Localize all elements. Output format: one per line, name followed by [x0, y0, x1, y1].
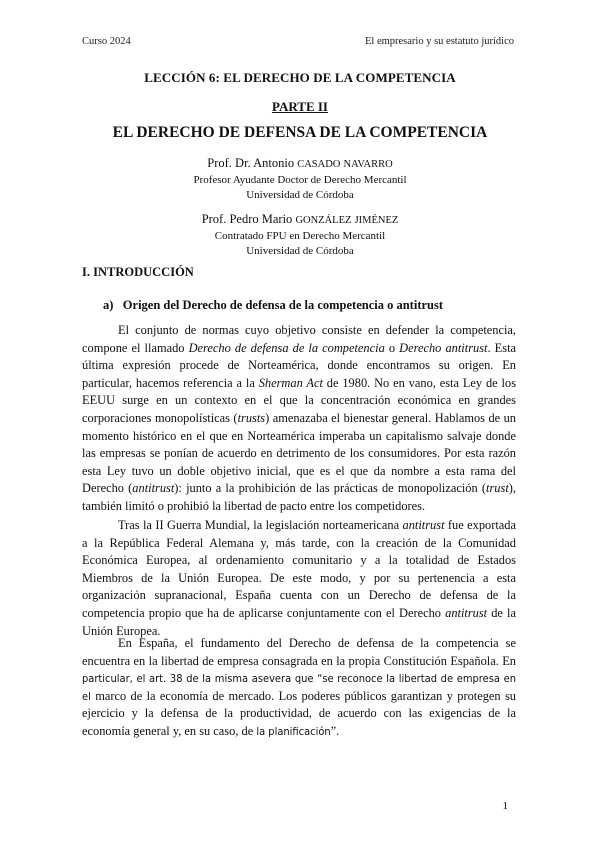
author2-name: Prof. Pedro Mario GONZÁLEZ JIMÉNEZ — [201, 212, 399, 226]
author1-role: Profesor Ayudante Doctor de Derecho Mercantil — [193, 174, 407, 186]
header-left: Curso 2024 — [82, 36, 131, 47]
main-title: EL DERECHO DE DEFENSA DE LA COMPETENCIA — [112, 124, 488, 141]
author1-name: Prof. Dr. Antonio CASADO NAVARRO — [207, 156, 393, 170]
page-number: 1 — [502, 800, 508, 812]
author2-institution: Universidad de Córdoba — [246, 245, 354, 257]
paragraph-2: Tras la II Guerra Mundial, la legislación norteamericana antitrust fue exportada a la República Federal Alemana y, más tarde, con la creación de la Comunidad Económica Europea, al ordenamiento comunitario y a la totalidad de Estados Miembros de la Unión Europea. De este modo, y por su pertenencia a esta organización supranacional, España cuenta con un Derecho de defensa de la competencia propio que ha de aplicarse conjuntamente con el Derecho antitrust de la Unión Europea. — [82, 518, 517, 638]
section-heading: I. INTRODUCCIÓN — [82, 265, 194, 279]
author1-institution: Universidad de Córdoba — [246, 189, 354, 201]
lesson-title: LECCIÓN 6: EL DERECHO DE LA COMPETENCIA — [144, 70, 456, 85]
subsection-heading: a) Origen del Derecho de defensa de la competencia o antitrust — [103, 298, 444, 312]
paragraph-1: El conjunto de normas cuyo objetivo consiste en defender la competencia, compone el llamado Derecho de defensa de la competencia o Derecho antitrust. Esta última expresión procede de Norteamérica, donde encontramos su origen. En particular, hacemos referencia a la Sherman Act de 1980. No en vano, esta Ley de los EEUU surge en un contexto en el que la concentración económica en grandes corporaciones monopolísticas (trusts) amenazaba el bienestar general. Hablamos de un momento histórico en el que en Norteamérica imperaba un capitalismo salvaje donde las empresas se ponían de acuerdo en detrimento de los consumidores. Por esta razón esta Ley tuvo un doble objetivo inicial, que es el que da nombre a esta rama del Derecho (antitrust): junto a la prohibición de las prácticas de monopolización (trust), también limitó o prohibió la libertad de pacto entre los competidores. — [82, 323, 517, 513]
header-right: El empresario y su estatuto jurídico — [364, 36, 514, 47]
author2-role: Contratado FPU en Derecho Mercantil — [214, 230, 386, 242]
part-title: PARTE II — [271, 99, 328, 114]
paragraph-3: En España, el fundamento del Derecho de defensa de la competencia se encuentra en la libertad de empresa consagrada en la propia Constitución Española. En particular, el art. 38 de la misma asevera que “se reconoce la libertad de empresa en el marco de la economía de mercado. Los poderes públicos garantizan y protegen su ejercicio y la defensa de la productividad, de acuerdo con las exigencias de la economía general y, en su caso, de la planificación”. — [82, 636, 516, 738]
